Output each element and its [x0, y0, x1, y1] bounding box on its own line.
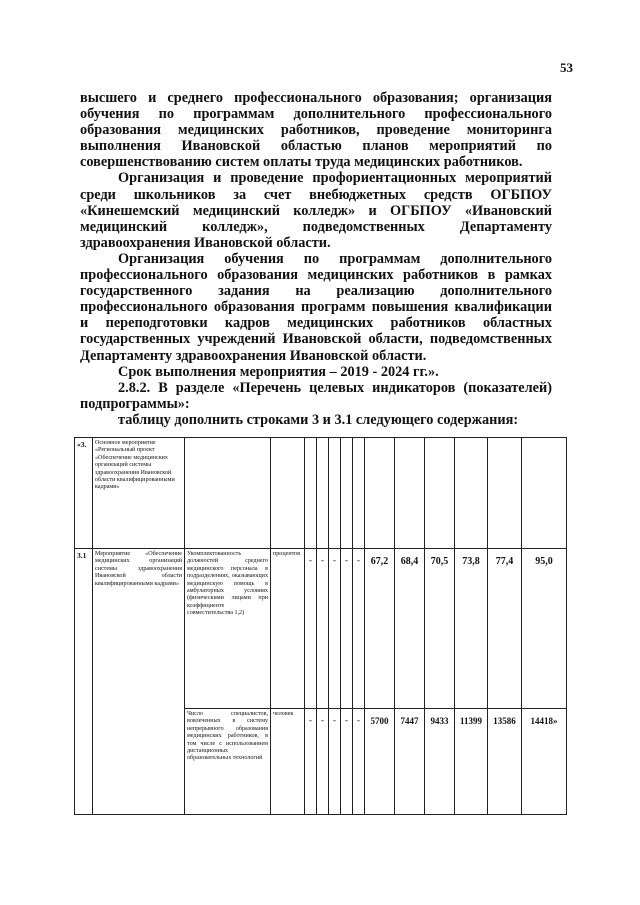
dash-cell: - [317, 549, 329, 709]
empty-cell [488, 438, 522, 549]
paragraph: Организация и проведение профориентационных мероприятий среди школьников за счет внебюджетных средств ОГБПОУ «Кинешемский медицинский колледж» и ОГБПОУ «Ивановский медицинский колледж», подведомственных Департаменту здравоохранения Ивановской области. [80, 170, 552, 251]
value-cell: 5700 [365, 709, 395, 815]
empty-cell [305, 438, 317, 549]
value-cell: 13586 [488, 709, 522, 815]
unit: человек [271, 709, 305, 815]
value-cell: 9433 [425, 709, 455, 815]
empty-cell [353, 438, 365, 549]
empty-cell [365, 438, 395, 549]
value-cell: 67,2 [365, 549, 395, 709]
value-cell: 7447 [395, 709, 425, 815]
page-number: 53 [560, 60, 573, 75]
body-text [80, 90, 552, 428]
value-cell: 11399 [455, 709, 488, 815]
row-name: Мероприятие «Обеспечение медицинских организаций системы здравоохранения Ивановской области квалифицированными кадрами» [93, 549, 185, 709]
dash-cell: - [341, 709, 353, 815]
value-cell: 95,0 [522, 549, 567, 709]
value-cell: 77,4 [488, 549, 522, 709]
table-row [75, 709, 567, 815]
row-number: 3.1 [75, 549, 93, 709]
unit: процентов [271, 549, 305, 709]
paragraph: Срок выполнения мероприятия – 2019 - 2024 гг.». [118, 363, 439, 380]
empty-cell [455, 438, 488, 549]
table-row [75, 438, 567, 549]
paragraph: высшего и среднего профессионального образования; организация обучения по программам дополнительного профессионального образования медицинских работников, проведение мониторинга выполнения Ивановской областью планов мероприятий по совершенствованию систем оплаты труда медицинских работников. [80, 90, 552, 171]
indicator-name: Число специалистов, вовлеченных в систему непрерывного образования медицинских работников, в том числе с использованием дистанционных образовательных технологий [185, 709, 271, 815]
indicators-table [74, 437, 567, 815]
table-row [75, 549, 567, 709]
empty-cell [425, 438, 455, 549]
value-cell: 14418» [522, 709, 567, 815]
empty-cell [93, 709, 185, 815]
dash-cell: - [329, 709, 341, 815]
value-cell: 68,4 [395, 549, 425, 709]
paragraph: 2.8.2. В разделе «Перечень целевых индикаторов (показателей) подпрограммы»: [80, 379, 552, 412]
empty-cell [185, 438, 271, 549]
dash-cell: - [353, 549, 365, 709]
empty-cell [75, 709, 93, 815]
row-name: Основное мероприятие «Региональный проект «Обеспечение медицинских организаций системы здравоохранения Ивановской области квалифицированными кадрами» [93, 438, 185, 549]
value-cell: 73,8 [455, 549, 488, 709]
value-cell: 70,5 [425, 549, 455, 709]
empty-cell [341, 438, 353, 549]
dash-cell: - [341, 549, 353, 709]
empty-cell [317, 438, 329, 549]
dash-cell: - [305, 549, 317, 709]
indicator-name: Укомплектованность должностей среднего медицинского персонала в подразделениях, оказывающих медицинскую помощь в амбулаторных условиях (физическими лицами при коэффициенте совместительства 1,2) [185, 549, 271, 709]
row-number: «3. [75, 438, 93, 549]
dash-cell: - [305, 709, 317, 815]
dash-cell: - [317, 709, 329, 815]
empty-cell [271, 438, 305, 549]
empty-cell [395, 438, 425, 549]
dash-cell: - [329, 549, 341, 709]
paragraph: таблицу дополнить строками 3 и 3.1 следующего содержания: [118, 411, 519, 428]
paragraph: Организация обучения по программам дополнительного профессионального образования медицинских работников в рамках государственного задания на реализацию дополнительного профессионального образования программ повышения квалификации и переподготовки кадров медицинских работников областных государственных учреждений Ивановской области, подведомственных Департаменту здравоохранения Ивановской области. [80, 250, 552, 364]
empty-cell [522, 438, 567, 549]
empty-cell [329, 438, 341, 549]
dash-cell: - [353, 709, 365, 815]
